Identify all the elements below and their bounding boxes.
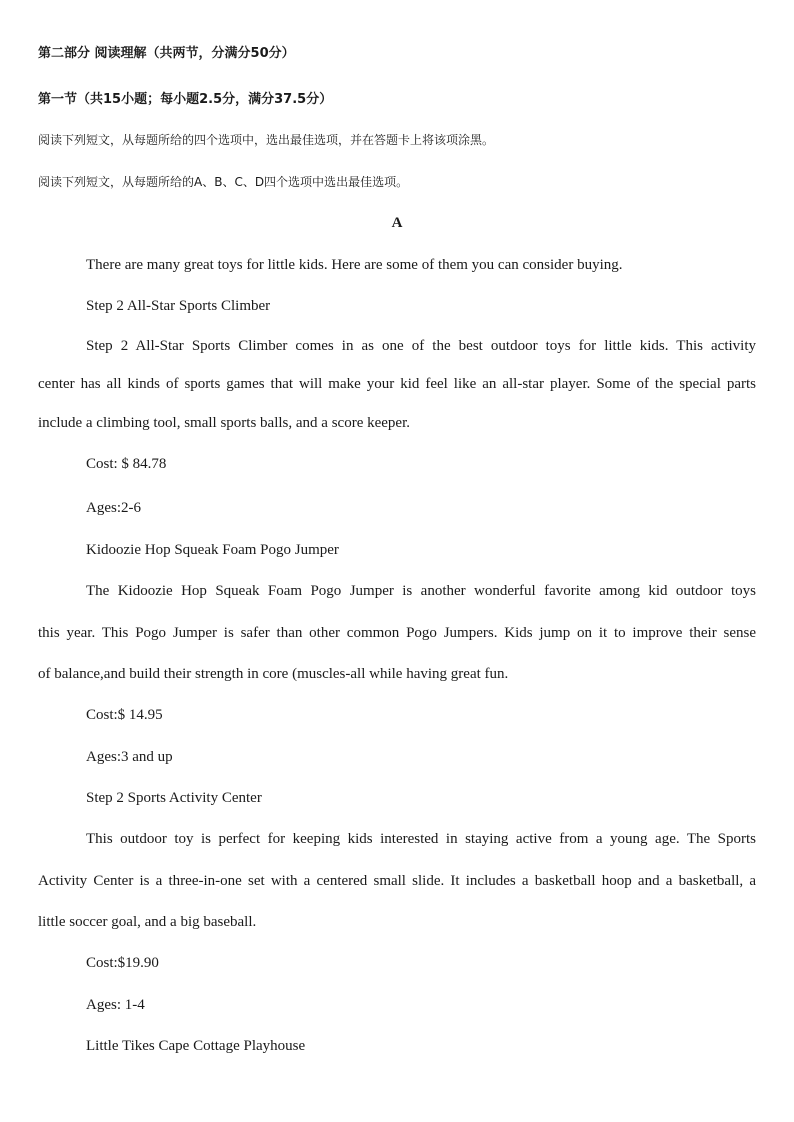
item-title: Little Tikes Cape Cottage Playhouse [86, 1038, 306, 1054]
item-description-line: center has all kinds of sports games that will make your kid feel like an all-star player. Some of the special parts [38, 376, 756, 392]
item-ages: Ages:3 and up [86, 749, 173, 765]
item-cost: Cost: $ 84.78 [86, 456, 167, 472]
intro-paragraph: There are many great toys for little kids. Here are some of them you can consider buying. [86, 257, 623, 273]
item-title: Kidoozie Hop Squeak Foam Pogo Jumper [86, 542, 339, 558]
item-cost: Cost:$ 14.95 [86, 707, 163, 723]
item-description-line: include a climbing tool, small sports balls, and a score keeper. [38, 415, 410, 431]
item-cost: Cost:$19.90 [86, 955, 159, 971]
item-description-line: little soccer goal, and a big baseball. [38, 914, 257, 930]
item-description-line: The Kidoozie Hop Squeak Foam Pogo Jumper is another wonderful favorite among kid outdoor toys [86, 583, 756, 599]
instruction-text: 阅读下列短文，从每题所给的四个选项中，选出最佳选项，并在答题卡上将该项涂黑。 [38, 133, 495, 147]
item-ages: Ages: 1-4 [86, 997, 145, 1013]
item-description-line: Step 2 All-Star Sports Climber comes in as one of the best outdoor toys for little kids. This activity [86, 338, 756, 354]
item-description-line: of balance,and build their strength in core (muscles-all while having great fun. [38, 666, 509, 682]
item-description-line: This outdoor toy is perfect for keeping kids interested in staying active from a young age. The Sports [86, 831, 756, 847]
passage-label: A [391, 215, 403, 231]
instruction-text: 阅读下列短文，从每题所给的A、B、C、D四个选项中选出最佳选项。 [38, 175, 409, 189]
item-title: Step 2 All-Star Sports Climber [86, 298, 271, 314]
item-description-line: Activity Center is a three-in-one set with a centered small slide. It includes a basketball hoop and a basketball, a [38, 873, 756, 889]
section-header: 第二部分 阅读理解（共两节，分满分50分） [38, 46, 295, 61]
item-title: Step 2 Sports Activity Center [86, 790, 262, 806]
item-description-line: this year. This Pogo Jumper is safer than other common Pogo Jumpers. Kids jump on it to improve their sense [38, 625, 756, 641]
subsection-header: 第一节（共15小题；每小题2.5分，满分37.5分） [38, 92, 333, 107]
item-ages: Ages:2-6 [86, 500, 141, 516]
